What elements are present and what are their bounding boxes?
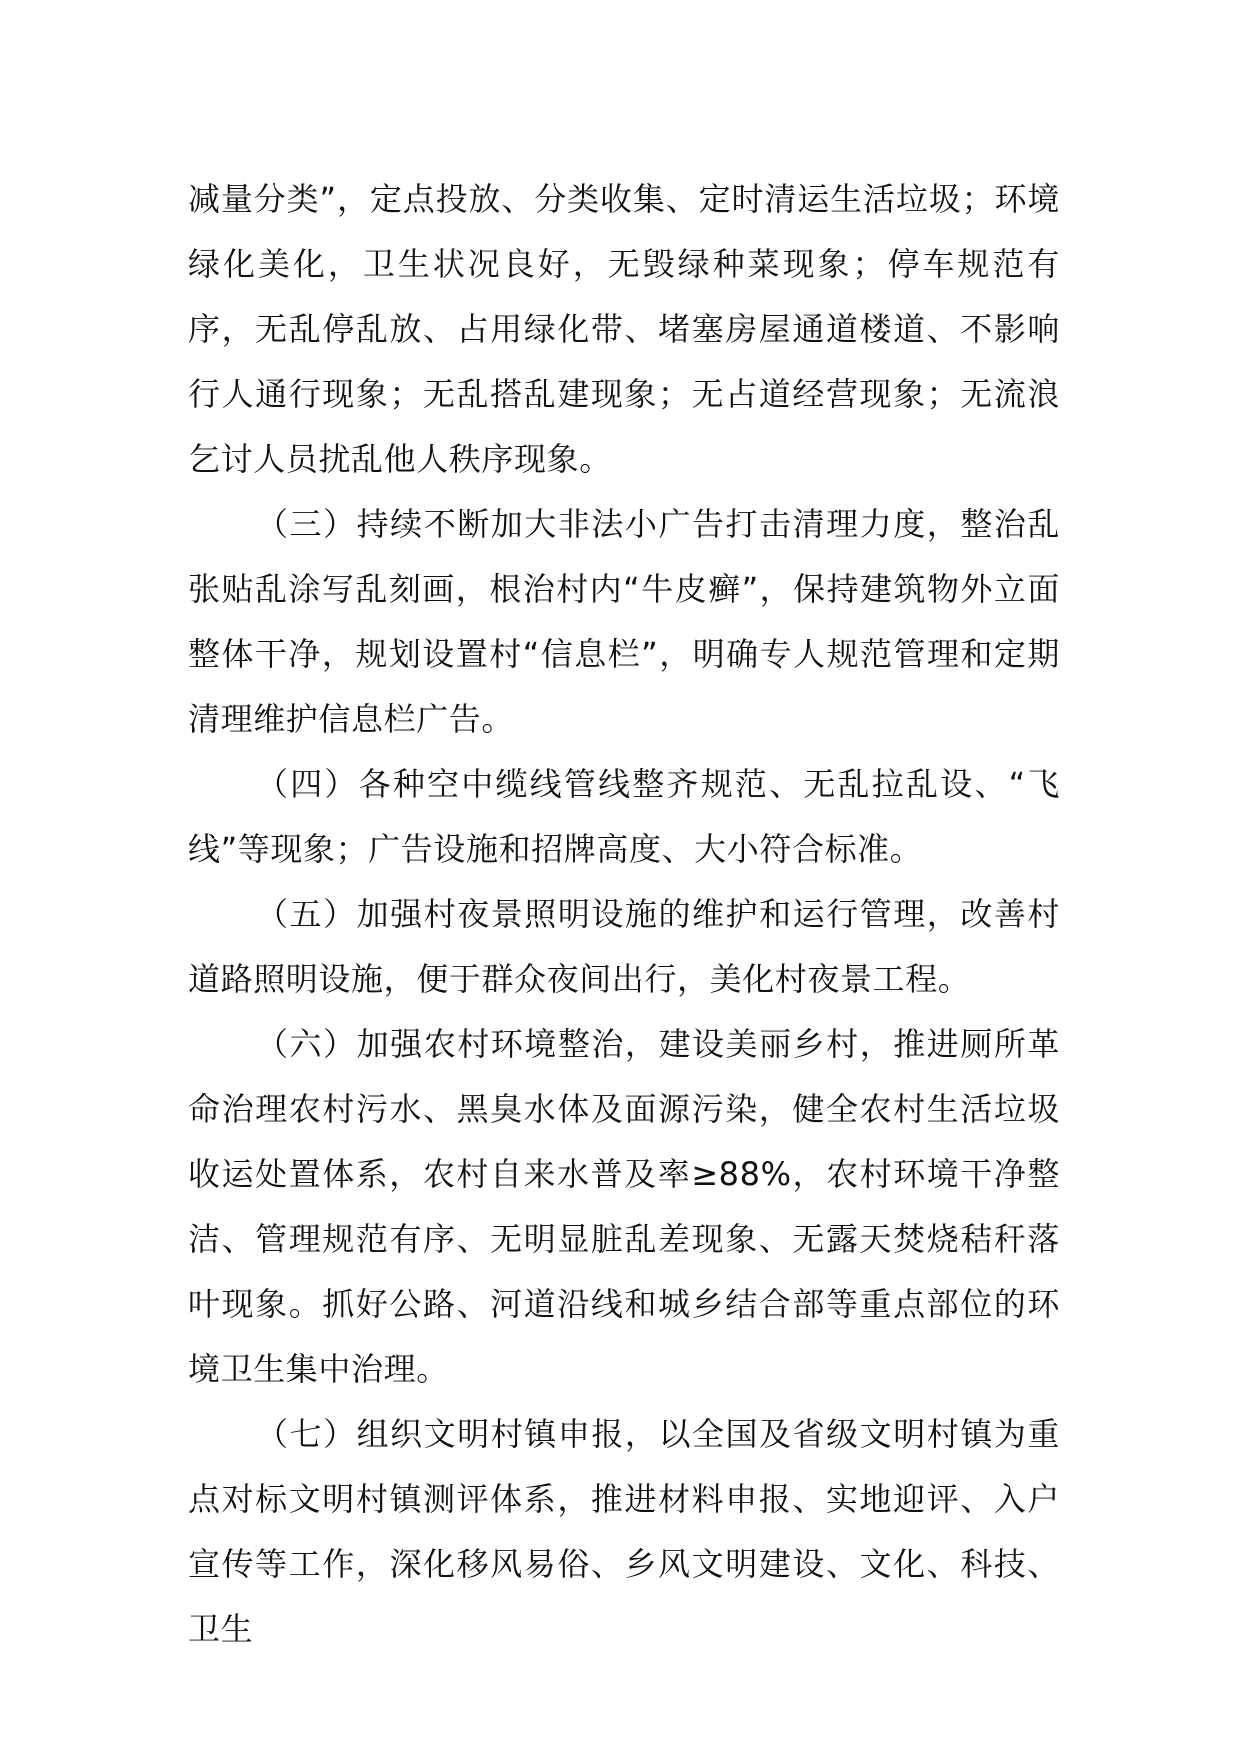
paragraph-section-5: （五）加强村夜景照明设施的维护和运行管理，改善村道路照明设施，便于群众夜间出行，美化村夜景工程。 [188, 895, 1060, 998]
document-body [188, 167, 1060, 1662]
paragraph-section-4: （四）各种空中缆线管线整齐规范、无乱拉乱设、“飞线”等现象；广告设施和招牌高度、大小符合标准。 [188, 765, 1060, 868]
paragraph-continued: 减量分类”，定点投放、分类收集、定时清运生活垃圾；环境绿化美化，卫生状况良好，无毁绿种菜现象；停车规范有序，无乱停乱放、占用绿化带、堵塞房屋通道楼道、不影响行人通行现象；无乱搭乱建现象；无占道经营现象；无流浪乞讨人员扰乱他人秩序现象。 [188, 180, 1060, 478]
paragraph-section-6: （六）加强农村环境整治，建设美丽乡村，推进厕所革命治理农村污水、黑臭水体及面源污染，健全农村生活垃圾收运处置体系，农村自来水普及率≥88%，农村环境干净整洁、管理规范有序、无明显脏乱差现象、无露天焚烧秸秆落叶现象。抓好公路、河道沿线和城乡结合部等重点部位的环境卫生集中治理。 [188, 1025, 1060, 1388]
paragraph-section-7: （七）组织文明村镇申报，以全国及省级文明村镇为重点对标文明村镇测评体系，推进材料申报、实地迎评、入户宣传等工作，深化移风易俗、乡风文明建设、文化、科技、卫生 [188, 1415, 1060, 1648]
paragraph-section-3: （三）持续不断加大非法小广告打击清理力度，整治乱张贴乱涂写乱刻画，根治村内“牛皮癣”，保持建筑物外立面整体干净，规划设置村“信息栏”，明确专人规范管理和定期清理维护信息栏广告。 [188, 505, 1060, 738]
